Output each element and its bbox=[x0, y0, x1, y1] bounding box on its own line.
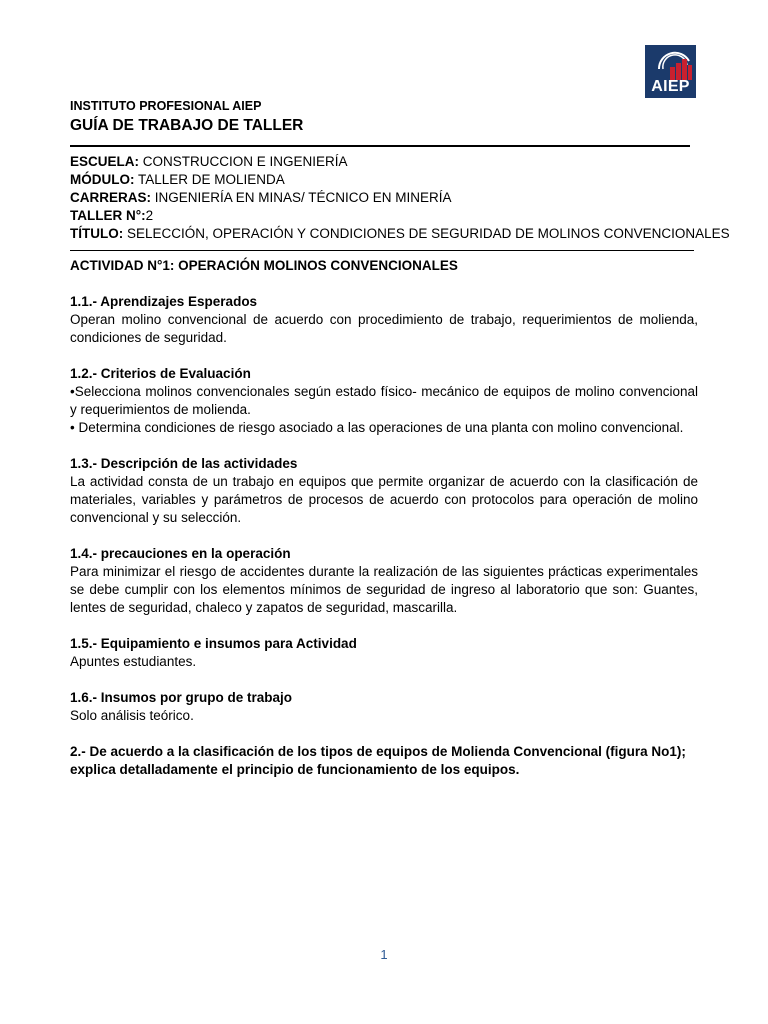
section-1-4 bbox=[70, 545, 698, 617]
meta-label: TALLER N°: bbox=[70, 208, 146, 223]
meta-modulo bbox=[70, 171, 698, 189]
section-heading: 1.1.- Aprendizajes Esperados bbox=[70, 294, 258, 309]
section-heading: 1.4.- precauciones en la operación bbox=[70, 546, 291, 561]
criteria-bullet: •Selecciona molinos convencionales según estado físico- mecánico de equipos de molino convencional y requerimientos de molienda. bbox=[70, 384, 698, 417]
section-heading: 1.5.- Equipamiento e insumos para Actividad bbox=[70, 636, 357, 651]
section-text: Para minimizar el riesgo de accidentes durante la realización de las siguientes prácticas experimentales se debe cumplir con los elementos mínimos de seguridad de ingreso al laboratorio que son: Guantes, lentes de seguridad, chaleco y zapatos de seguridad, mascarilla. bbox=[70, 564, 698, 615]
meta-label: MÓDULO: bbox=[70, 172, 135, 187]
page-number: 1 bbox=[380, 947, 388, 962]
section-1-1 bbox=[70, 293, 698, 347]
section-1-3 bbox=[70, 455, 698, 527]
section-1-2 bbox=[70, 365, 698, 437]
meta-carreras bbox=[70, 189, 698, 207]
meta-label: CARRERAS: bbox=[70, 190, 151, 205]
document-body bbox=[70, 98, 730, 779]
section-heading: 1.3.- Descripción de las actividades bbox=[70, 456, 298, 471]
guide-title: GUÍA DE TRABAJO DE TALLER bbox=[70, 117, 304, 134]
section-text: Operan molino convencional de acuerdo con procedimiento de trabajo, requerimientos de molienda, condiciones de seguridad. bbox=[70, 312, 698, 345]
meta-label: TÍTULO: bbox=[70, 226, 124, 241]
section-1-5 bbox=[70, 635, 698, 671]
aiep-logo bbox=[645, 45, 696, 98]
criteria-bullet: • Determina condiciones de riesgo asociado a las operaciones de una planta con molino convencional. bbox=[70, 420, 684, 435]
logo-text: AIEP bbox=[651, 78, 690, 95]
meta-value: INGENIERÍA EN MINAS/ TÉCNICO EN MINERÍA bbox=[154, 190, 452, 205]
institute-name: INSTITUTO PROFESIONAL AIEP bbox=[70, 99, 262, 113]
section-heading: 1.6.- Insumos por grupo de trabajo bbox=[70, 690, 293, 705]
meta-titulo bbox=[70, 225, 730, 243]
question-2: 2.- De acuerdo a la clasificación de los tipos de equipos de Molienda Convencional (figura No1); explica detalladamente el principio de funcionamiento de los equipos. bbox=[70, 744, 686, 777]
section-text: Solo análisis teórico. bbox=[70, 708, 194, 723]
meta-block bbox=[70, 153, 730, 243]
section-1-6 bbox=[70, 689, 698, 725]
meta-label: ESCUELA: bbox=[70, 154, 140, 169]
meta-value: 2 bbox=[145, 208, 154, 223]
meta-value: CONSTRUCCION E INGENIERÍA bbox=[142, 154, 348, 169]
section-text: La actividad consta de un trabajo en equipos que permite organizar de acuerdo con la clasificación de materiales, variables y parámetros de procesos de acuerdo con protocolos para operación de molino convencional y su selección. bbox=[70, 474, 698, 525]
section-2 bbox=[70, 743, 698, 779]
meta-rule bbox=[70, 250, 694, 251]
meta-escuela bbox=[70, 153, 698, 171]
section-heading: 1.2.- Criterios de Evaluación bbox=[70, 366, 251, 381]
header-rule bbox=[70, 145, 690, 147]
activity-title: ACTIVIDAD N°1: OPERACIÓN MOLINOS CONVENCIONALES bbox=[70, 258, 458, 273]
meta-value: SELECCIÓN, OPERACIÓN Y CONDICIONES DE SEGURIDAD DE MOLINOS CONVENCIONALES bbox=[127, 226, 730, 241]
section-text: Apuntes estudiantes. bbox=[70, 654, 197, 669]
meta-value: TALLER DE MOLIENDA bbox=[138, 172, 285, 187]
meta-taller bbox=[70, 207, 698, 225]
